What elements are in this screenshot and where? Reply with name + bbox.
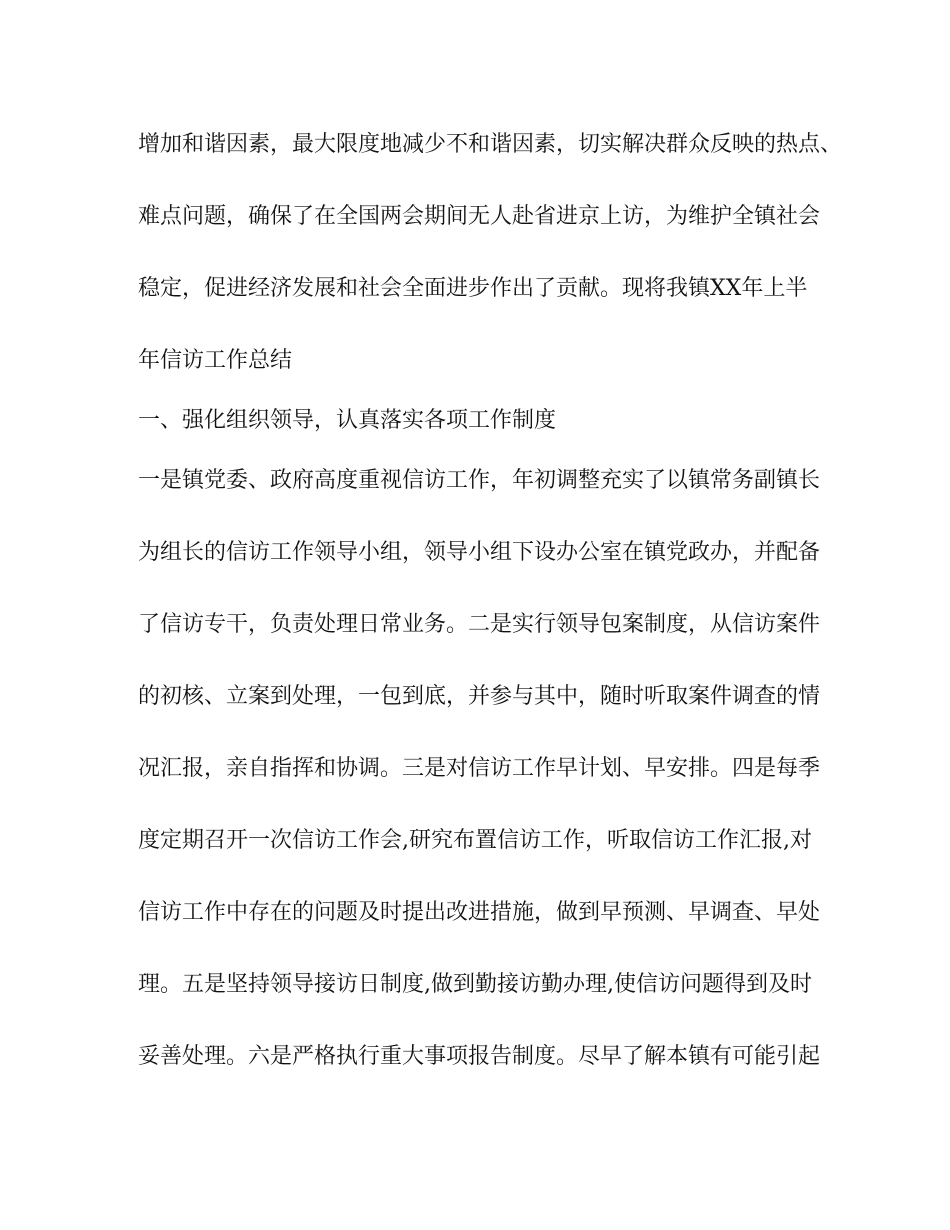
paragraph-line-11: 度定期召开一次信访工作会,研究布置信访工作，听取信访工作汇报,对: [138, 828, 812, 853]
paragraph-line-2: 难点问题，确保了在全国两会期间无人赴省进京上访，为维护全镇社会: [138, 204, 821, 229]
paragraph-line-9: 的初核、立案到处理，一包到底，并参与其中，随时听取案件调查的情: [138, 684, 821, 709]
paragraph-line-4: 年信访工作总结: [138, 348, 293, 373]
paragraph-line-1: 增加和谐因素，最大限度地减少不和谐因素，切实解决群众反映的热点、: [138, 132, 843, 157]
paragraph-line-10: 况汇报，亲自指挥和协调。三是对信访工作早计划、早安排。四是每季: [138, 756, 821, 781]
paragraph-line-13: 理。五是坚持领导接访日制度,做到勤接访勤办理,使信访问题得到及时: [138, 972, 812, 997]
paragraph-line-7: 为组长的信访工作领导小组，领导小组下设办公室在镇党政办，并配备: [138, 540, 821, 565]
paragraph-line-12: 信访工作中存在的问题及时提出改进措施，做到早预测、早调查、早处: [138, 900, 821, 925]
paragraph-line-8: 了信访专干，负责处理日常业务。二是实行领导包案制度，从信访案件: [138, 612, 821, 637]
section-heading: 一、强化组织领导，认真落实各项工作制度: [138, 408, 557, 433]
paragraph-line-6: 一是镇党委、政府高度重视信访工作，年初调整充实了以镇常务副镇长: [138, 468, 821, 493]
paragraph-line-14: 妥善处理。六是严格执行重大事项报告制度。尽早了解本镇有可能引起: [138, 1044, 821, 1069]
paragraph-line-3: 稳定，促进经济发展和社会全面进步作出了贡献。现将我镇XX年上半: [138, 276, 808, 301]
